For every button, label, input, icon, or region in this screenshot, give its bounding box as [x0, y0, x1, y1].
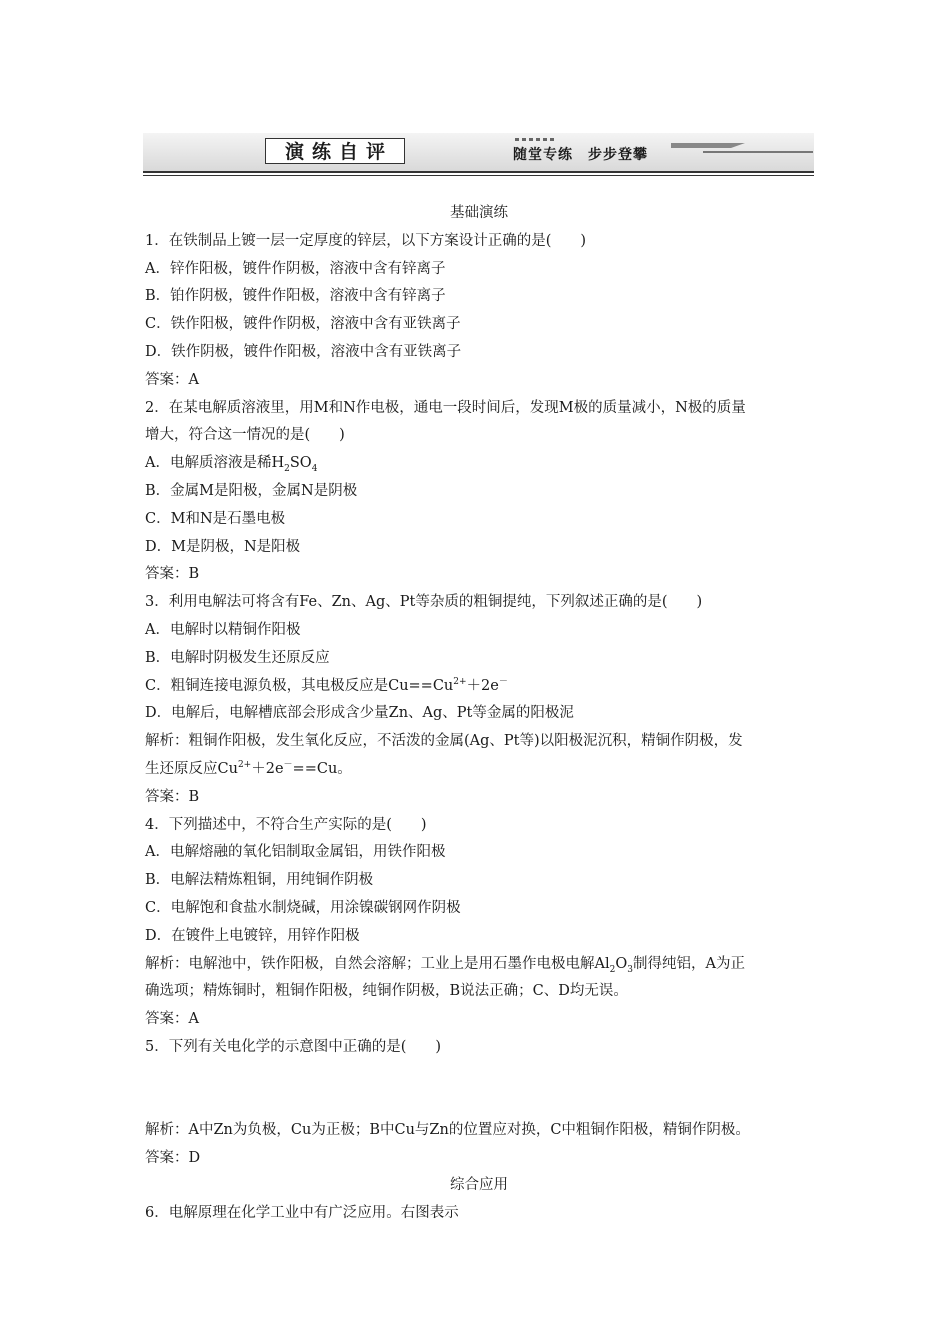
section-title: 演练自评	[265, 138, 405, 164]
q3-option-c-text: C．粗铜连接电源负极，其电极反应是Cu==Cu	[145, 677, 454, 694]
figure-placeholder	[145, 1062, 813, 1117]
subscript: 2	[284, 464, 290, 475]
document-body	[145, 200, 813, 1228]
q3-option-d: D．电解后，电解槽底部会形成含少量Zn、Ag、Pt等金属的阳极泥	[145, 705, 574, 722]
q3-option-c	[145, 673, 813, 701]
q4-stem: 4．下列描述中，不符合生产实际的是( )	[145, 816, 427, 833]
q2-option-a-text: SO	[289, 455, 312, 472]
q3-answer: 答案：B	[145, 788, 200, 805]
q1-option-b: B．铂作阴极，镀件作阳极，溶液中含有锌离子	[145, 288, 446, 305]
q2-option-d: D．M是阴极，N是阳极	[145, 538, 301, 555]
q2-answer: 答案：B	[145, 566, 200, 583]
q4-answer: 答案：A	[145, 1011, 199, 1028]
q4-option-b: B．电解法精炼粗铜，用纯铜作阴极	[145, 872, 374, 889]
q3-analysis-line1: 解析：粗铜作阳极，发生氧化反应，不活泼的金属(Ag、Pt等)以阳极泥沉积，精铜作阴极，发	[145, 733, 743, 750]
q2-option-a-text: A．电解质溶液是稀H	[145, 455, 285, 472]
q2-stem-line2: 增大，符合这一情况的是( )	[145, 427, 345, 444]
section-heading-basic: 基础演练	[450, 205, 508, 221]
q3-option-c-text: ＋2e	[466, 677, 499, 694]
q5-answer: 答案：D	[145, 1149, 201, 1166]
q3-analysis-text: ==Cu。	[292, 760, 352, 777]
q3-stem: 3．利用电解法可将含有Fe、Zn、Ag、Pt等杂质的粗铜提纯，下列叙述正确的是( )	[145, 594, 703, 611]
q6-stem: 6．电解原理在化学工业中有广泛应用。右图表示	[145, 1205, 459, 1222]
q1-answer: 答案：A	[145, 371, 199, 388]
q2-option-a	[145, 450, 813, 478]
subscript: 4	[311, 464, 318, 475]
q3-option-b: B．电解时阴极发生还原反应	[145, 649, 330, 666]
q4-option-d: D．在镀件上电镀锌，用锌作阳极	[145, 927, 360, 944]
q4-analysis-line2: 确选项；精炼铜时，粗铜作阳极，纯铜作阴极，B说法正确；C、D均无误。	[145, 983, 628, 1000]
q5-analysis: 解析：A中Zn为负极，Cu为正极；B中Cu与Zn的位置应对换，C中粗铜作阳极，精铜作阴极。	[145, 1121, 750, 1138]
q4-analysis-line1	[145, 951, 813, 979]
superscript: －	[498, 676, 508, 687]
section-heading-comprehensive: 综合应用	[450, 1177, 508, 1194]
q3-analysis-text: 生还原反应Cu	[145, 760, 238, 777]
subscript: 2	[609, 964, 616, 975]
q5-stem: 5．下列有关电化学的示意图中正确的是( )	[145, 1038, 442, 1055]
superscript: 2+	[453, 676, 467, 687]
banner-dots-decoration	[515, 138, 555, 141]
superscript: －	[283, 760, 293, 771]
superscript: 2+	[237, 760, 252, 771]
q4-analysis-text: 制得纯铝，A为正	[632, 955, 745, 972]
q1-option-a: A．锌作阳极，镀件作阴极，溶液中含有锌离子	[145, 260, 446, 277]
q1-option-c: C．铁作阳极，镀件作阴极，溶液中含有亚铁离子	[145, 316, 461, 333]
q4-analysis-text: O	[615, 955, 628, 972]
banner-arrow-decoration	[671, 143, 745, 148]
q4-option-c: C．电解饱和食盐水制烧碱，用涂镍碳钢网作阴极	[145, 899, 461, 916]
banner-line-decoration	[703, 151, 813, 153]
q2-option-c: C．M和N是石墨电极	[145, 510, 286, 527]
section-banner	[143, 133, 814, 173]
q3-analysis-line2	[145, 756, 813, 784]
q1-stem: 1．在铁制品上镀一层一定厚度的锌层，以下方案设计正确的是( )	[145, 232, 587, 249]
q3-option-a: A．电解时以精铜作阳极	[145, 621, 301, 638]
q1-option-d: D．铁作阴极，镀件作阳极，溶液中含有亚铁离子	[145, 343, 462, 360]
q2-stem-line1: 2．在某电解质溶液里，用M和N作电极，通电一段时间后，发现M极的质量减小，N极的质量	[145, 399, 746, 416]
q3-analysis-text: ＋2e	[251, 760, 284, 777]
q2-option-b: B．金属M是阳极，金属N是阴极	[145, 482, 358, 499]
q4-option-a: A．电解熔融的氧化铝制取金属铝，用铁作阳极	[145, 844, 446, 861]
q4-analysis-text: 解析：电解池中，铁作阳极，自然会溶解；工业上是用石墨作电极电解Al	[145, 955, 610, 972]
banner-motto: 随堂专练 步步登攀	[513, 147, 648, 163]
subscript: 3	[627, 964, 633, 975]
